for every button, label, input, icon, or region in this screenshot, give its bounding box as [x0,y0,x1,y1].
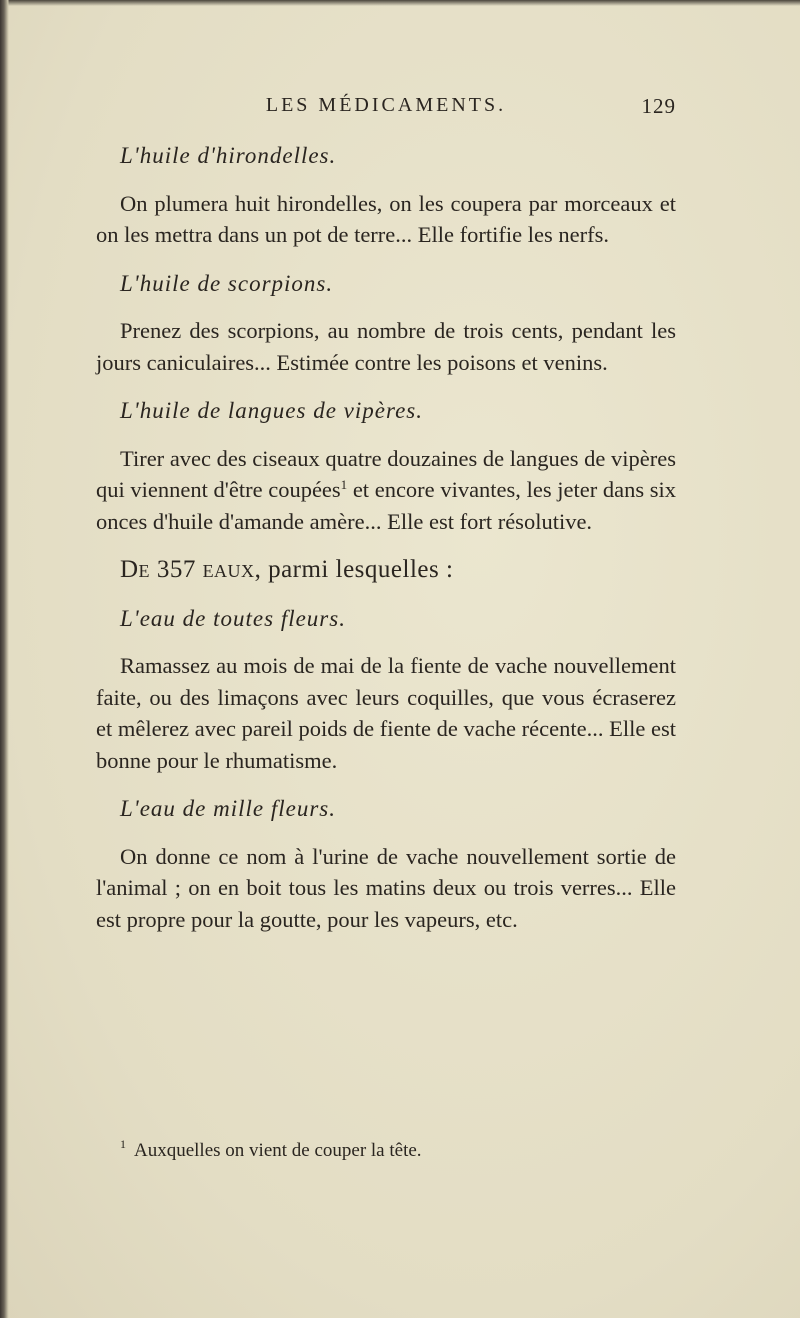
section-heading-eaux [120,554,676,586]
recipe-text-scorpions: Prenez des scorpions, au nombre de trois cents, pendant les jours caniculaires... Estimée contre les poisons et venins. [96,318,676,375]
section-heading-eaux-word: eaux [202,556,255,583]
recipe-text-viperes-part2: et encore vivantes, les jeter dans six onces d'huile d'amande amère... Elle est fort résolutive. [96,477,676,534]
recipe-text-hirondelles: On plumera huit hirondelles, on les coupera par morceaux et on les mettra dans un pot de terre... Elle fortifie les nerfs. [96,190,676,247]
page-header [96,94,676,124]
section-heading-de: De [120,556,151,583]
recipe-text-mille-fleurs: On donne ce nom à l'urine de vache nouvellement sortie de l'animal ; on en boit tous les matins deux ou trois verres... Elle est propre pour la goutte, pour les vapeurs, etc. [96,843,676,932]
section-heading-rest: , parmi lesquelles : [254,556,454,583]
recipe-text-viperes-part1: Tirer avec des ciseaux quatre douzaines de langues de vipères qui viennent d'être coupées [96,445,676,502]
page-body [96,140,676,952]
recipe-text-toutes-fleurs: Ramassez au mois de mai de la fiente de vache nouvellement faite, ou des limaçons avec leurs coquilles, que vous écraserez et mêlerez avec pareil poids de fiente de vache récente... Elle est bonne pour le rhumatisme. [96,653,676,773]
recipe-heading-mille-fleurs: L'eau de mille fleurs. [120,796,337,821]
footnote-number: 1 [120,1137,126,1151]
recipe-heading-scorpions: L'huile de scorpions. [120,270,334,296]
page-number: 129 [641,94,676,118]
running-title: LES MÉDICAMENTS. [265,94,507,116]
footnote [120,1138,640,1164]
recipe-heading-hirondelles: L'huile d'hirondelles. [120,143,337,168]
recipe-heading-toutes-fleurs: L'eau de toutes fleurs. [120,605,346,631]
section-heading-number: 357 [156,556,196,583]
recipe-text-viperes [96,443,676,538]
footnote-reference: 1 [340,477,348,492]
page-top-edge [0,0,800,6]
page-left-edge [0,0,9,1318]
recipe-heading-viperes: L'huile de langues de vipères. [120,398,423,423]
footnote-text: Auxquelles on vient de couper la tête. [134,1140,422,1161]
